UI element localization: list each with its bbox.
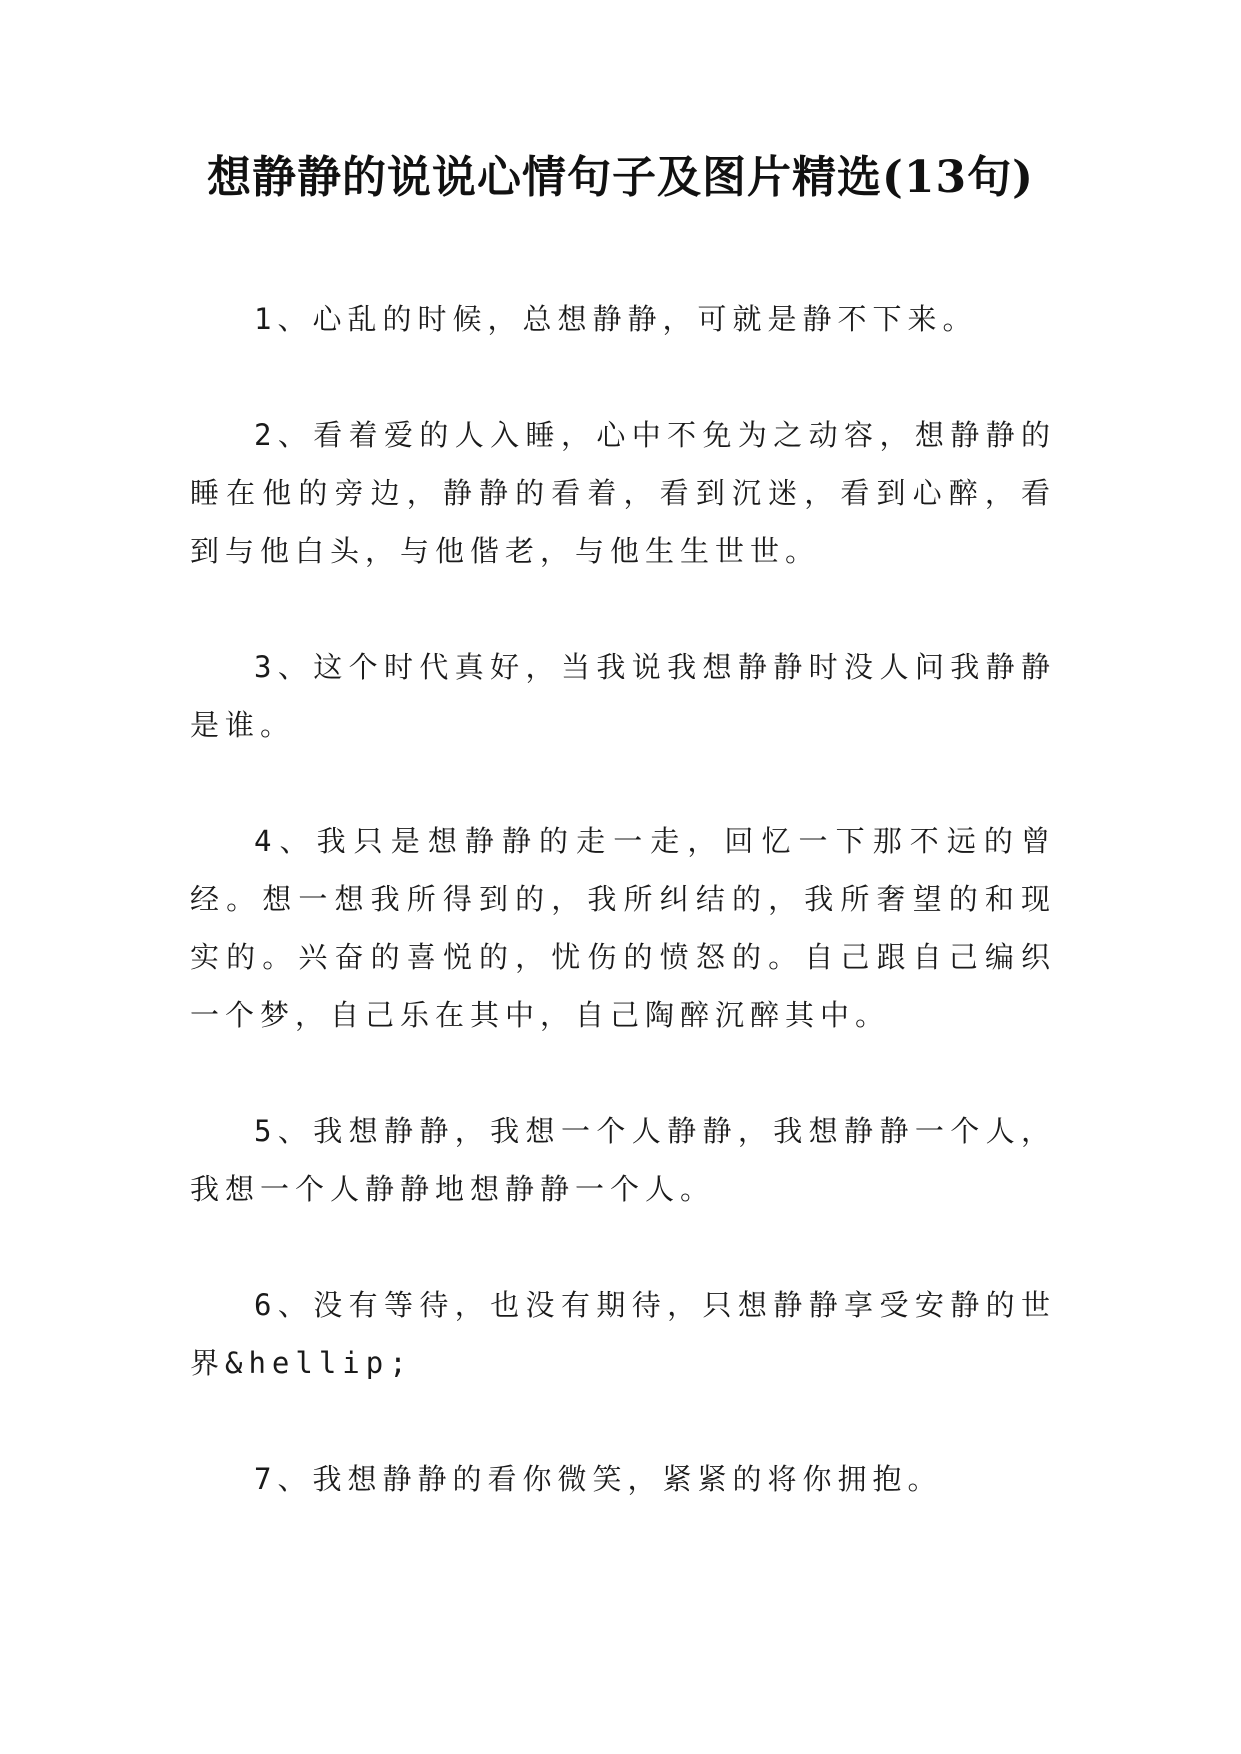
paragraph-7: 7、我想静静的看你微笑，紧紧的将你拥抱。: [254, 1462, 943, 1496]
document-title: 想静静的说说心情句子及图片精选(13句): [207, 152, 1034, 203]
paragraph-2: 2、看着爱的人入睡，心中不免为之动容，想静静的睡在他的旁边，静静的看着，看到沉迷，看到心醉，看到与他白头，与他偕老，与他生生世世。: [190, 418, 1056, 568]
paragraph-1: 1、心乱的时候，总想静静，可就是静不下来。: [254, 302, 978, 336]
paragraph-3: 3、这个时代真好，当我说我想静静时没人问我静静是谁。: [190, 650, 1056, 742]
document-body: [190, 290, 1056, 1566]
paragraph-4: 4、我只是想静静的走一走，回忆一下那不远的曾经。想一想我所得到的，我所纠结的，我所奢望的和现实的。兴奋的喜悦的，忧伤的愤怒的。自己跟自己编织一个梦，自己乐在其中，自己陶醉沉醉其中。: [190, 824, 1056, 1032]
paragraph-6: 6、没有等待，也没有期待，只想静静享受安静的世界&hellip;: [190, 1288, 1056, 1380]
paragraph-5: 5、我想静静，我想一个人静静，我想静静一个人，我想一个人静静地想静静一个人。: [190, 1114, 1056, 1206]
